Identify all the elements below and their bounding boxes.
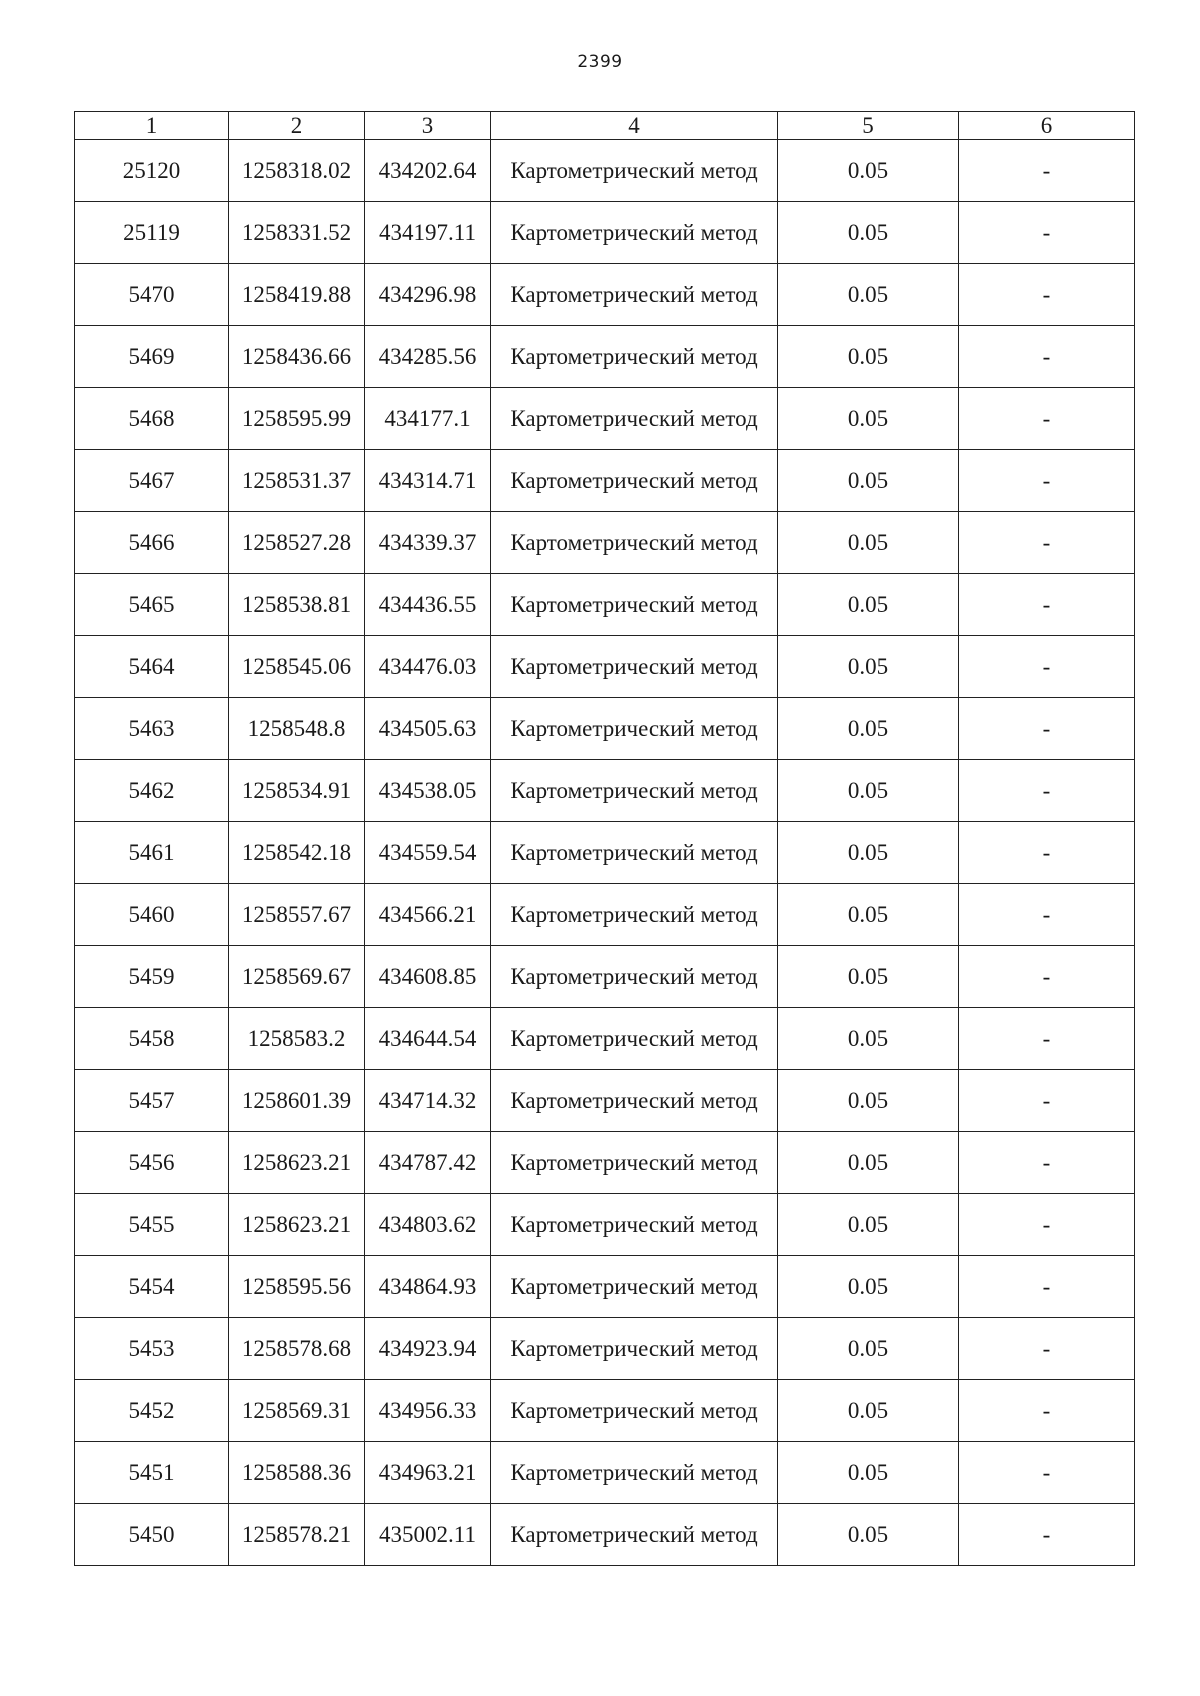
method-cell: Картометрический метод [491,698,778,760]
method-cell: Картометрический метод [491,388,778,450]
table-row [75,1070,1135,1132]
column-header-6: 6 [959,112,1135,140]
x-coordinate-cell: 1258623.21 [229,1194,365,1256]
method-cell: Картометрический метод [491,1132,778,1194]
y-coordinate-cell: 434436.55 [365,574,491,636]
x-coordinate-cell: 1258534.91 [229,760,365,822]
method-cell: Картометрический метод [491,1070,778,1132]
point-number-cell: 5463 [75,698,229,760]
table-row [75,1318,1135,1380]
y-coordinate-cell: 434956.33 [365,1380,491,1442]
point-number-cell: 5461 [75,822,229,884]
method-cell: Картометрический метод [491,512,778,574]
point-number-cell: 25120 [75,140,229,202]
note-cell: - [959,512,1135,574]
accuracy-cell: 0.05 [778,636,959,698]
method-cell: Картометрический метод [491,202,778,264]
x-coordinate-cell: 1258595.99 [229,388,365,450]
table-row [75,202,1135,264]
accuracy-cell: 0.05 [778,1442,959,1504]
table-row [75,760,1135,822]
y-coordinate-cell: 434197.11 [365,202,491,264]
point-number-cell: 5451 [75,1442,229,1504]
accuracy-cell: 0.05 [778,1256,959,1318]
accuracy-cell: 0.05 [778,1380,959,1442]
note-cell: - [959,1318,1135,1380]
x-coordinate-cell: 1258557.67 [229,884,365,946]
point-number-cell: 5462 [75,760,229,822]
x-coordinate-cell: 1258545.06 [229,636,365,698]
point-number-cell: 5457 [75,1070,229,1132]
accuracy-cell: 0.05 [778,202,959,264]
accuracy-cell: 0.05 [778,450,959,512]
point-number-cell: 5469 [75,326,229,388]
method-cell: Картометрический метод [491,1504,778,1566]
point-number-cell: 5453 [75,1318,229,1380]
method-cell: Картометрический метод [491,574,778,636]
y-coordinate-cell: 434202.64 [365,140,491,202]
y-coordinate-cell: 434177.1 [365,388,491,450]
accuracy-cell: 0.05 [778,512,959,574]
table-row [75,450,1135,512]
note-cell: - [959,636,1135,698]
y-coordinate-cell: 434608.85 [365,946,491,1008]
column-header-3: 3 [365,112,491,140]
table-row [75,388,1135,450]
accuracy-cell: 0.05 [778,326,959,388]
accuracy-cell: 0.05 [778,1318,959,1380]
accuracy-cell: 0.05 [778,884,959,946]
note-cell: - [959,822,1135,884]
page-number: 2399 [577,52,623,72]
method-cell: Картометрический метод [491,1256,778,1318]
accuracy-cell: 0.05 [778,698,959,760]
table-row [75,326,1135,388]
y-coordinate-cell: 434538.05 [365,760,491,822]
column-header-1: 1 [75,112,229,140]
point-number-cell: 5452 [75,1380,229,1442]
x-coordinate-cell: 1258542.18 [229,822,365,884]
point-number-cell: 5456 [75,1132,229,1194]
table-row [75,512,1135,574]
method-cell: Картометрический метод [491,884,778,946]
coordinates-table [74,111,1135,1566]
accuracy-cell: 0.05 [778,574,959,636]
point-number-cell: 5454 [75,1256,229,1318]
x-coordinate-cell: 1258538.81 [229,574,365,636]
note-cell: - [959,1256,1135,1318]
column-header-5: 5 [778,112,959,140]
note-cell: - [959,1008,1135,1070]
table-row [75,1380,1135,1442]
accuracy-cell: 0.05 [778,1504,959,1566]
y-coordinate-cell: 434296.98 [365,264,491,326]
x-coordinate-cell: 1258419.88 [229,264,365,326]
method-cell: Картометрический метод [491,822,778,884]
table-row [75,884,1135,946]
y-coordinate-cell: 434339.37 [365,512,491,574]
x-coordinate-cell: 1258578.68 [229,1318,365,1380]
y-coordinate-cell: 434787.42 [365,1132,491,1194]
x-coordinate-cell: 1258548.8 [229,698,365,760]
table-row [75,1194,1135,1256]
x-coordinate-cell: 1258436.66 [229,326,365,388]
table-row [75,1256,1135,1318]
table-header-row [75,112,1135,140]
y-coordinate-cell: 434314.71 [365,450,491,512]
point-number-cell: 5465 [75,574,229,636]
y-coordinate-cell: 434963.21 [365,1442,491,1504]
accuracy-cell: 0.05 [778,1132,959,1194]
note-cell: - [959,1380,1135,1442]
x-coordinate-cell: 1258583.2 [229,1008,365,1070]
note-cell: - [959,760,1135,822]
note-cell: - [959,1442,1135,1504]
table-row [75,1008,1135,1070]
y-coordinate-cell: 434923.94 [365,1318,491,1380]
accuracy-cell: 0.05 [778,140,959,202]
x-coordinate-cell: 1258578.21 [229,1504,365,1566]
note-cell: - [959,1070,1135,1132]
method-cell: Картометрический метод [491,264,778,326]
y-coordinate-cell: 435002.11 [365,1504,491,1566]
note-cell: - [959,1194,1135,1256]
x-coordinate-cell: 1258527.28 [229,512,365,574]
column-header-2: 2 [229,112,365,140]
note-cell: - [959,946,1135,1008]
x-coordinate-cell: 1258318.02 [229,140,365,202]
method-cell: Картометрический метод [491,636,778,698]
accuracy-cell: 0.05 [778,264,959,326]
table-row [75,636,1135,698]
point-number-cell: 5455 [75,1194,229,1256]
y-coordinate-cell: 434566.21 [365,884,491,946]
table-row [75,822,1135,884]
note-cell: - [959,326,1135,388]
note-cell: - [959,264,1135,326]
note-cell: - [959,698,1135,760]
x-coordinate-cell: 1258595.56 [229,1256,365,1318]
method-cell: Картометрический метод [491,326,778,388]
x-coordinate-cell: 1258623.21 [229,1132,365,1194]
point-number-cell: 5450 [75,1504,229,1566]
y-coordinate-cell: 434714.32 [365,1070,491,1132]
note-cell: - [959,388,1135,450]
table-body [75,140,1135,1566]
point-number-cell: 25119 [75,202,229,264]
table-row [75,574,1135,636]
y-coordinate-cell: 434476.03 [365,636,491,698]
point-number-cell: 5458 [75,1008,229,1070]
column-header-4: 4 [491,112,778,140]
point-number-cell: 5468 [75,388,229,450]
y-coordinate-cell: 434864.93 [365,1256,491,1318]
note-cell: - [959,1504,1135,1566]
x-coordinate-cell: 1258569.67 [229,946,365,1008]
x-coordinate-cell: 1258569.31 [229,1380,365,1442]
x-coordinate-cell: 1258588.36 [229,1442,365,1504]
accuracy-cell: 0.05 [778,1194,959,1256]
method-cell: Картометрический метод [491,1194,778,1256]
method-cell: Картометрический метод [491,1318,778,1380]
accuracy-cell: 0.05 [778,1008,959,1070]
note-cell: - [959,574,1135,636]
point-number-cell: 5467 [75,450,229,512]
accuracy-cell: 0.05 [778,822,959,884]
y-coordinate-cell: 434644.54 [365,1008,491,1070]
note-cell: - [959,884,1135,946]
point-number-cell: 5470 [75,264,229,326]
method-cell: Картометрический метод [491,1442,778,1504]
table-row [75,946,1135,1008]
accuracy-cell: 0.05 [778,388,959,450]
note-cell: - [959,1132,1135,1194]
method-cell: Картометрический метод [491,760,778,822]
accuracy-cell: 0.05 [778,760,959,822]
method-cell: Картометрический метод [491,946,778,1008]
x-coordinate-cell: 1258601.39 [229,1070,365,1132]
accuracy-cell: 0.05 [778,946,959,1008]
accuracy-cell: 0.05 [778,1070,959,1132]
y-coordinate-cell: 434559.54 [365,822,491,884]
table-row [75,264,1135,326]
method-cell: Картометрический метод [491,450,778,512]
table-row [75,1504,1135,1566]
method-cell: Картометрический метод [491,1008,778,1070]
table-row [75,1442,1135,1504]
method-cell: Картометрический метод [491,140,778,202]
x-coordinate-cell: 1258531.37 [229,450,365,512]
y-coordinate-cell: 434285.56 [365,326,491,388]
point-number-cell: 5464 [75,636,229,698]
note-cell: - [959,202,1135,264]
point-number-cell: 5459 [75,946,229,1008]
point-number-cell: 5466 [75,512,229,574]
table-row [75,698,1135,760]
y-coordinate-cell: 434505.63 [365,698,491,760]
point-number-cell: 5460 [75,884,229,946]
note-cell: - [959,140,1135,202]
table-row [75,1132,1135,1194]
table-row [75,140,1135,202]
y-coordinate-cell: 434803.62 [365,1194,491,1256]
note-cell: - [959,450,1135,512]
method-cell: Картометрический метод [491,1380,778,1442]
x-coordinate-cell: 1258331.52 [229,202,365,264]
